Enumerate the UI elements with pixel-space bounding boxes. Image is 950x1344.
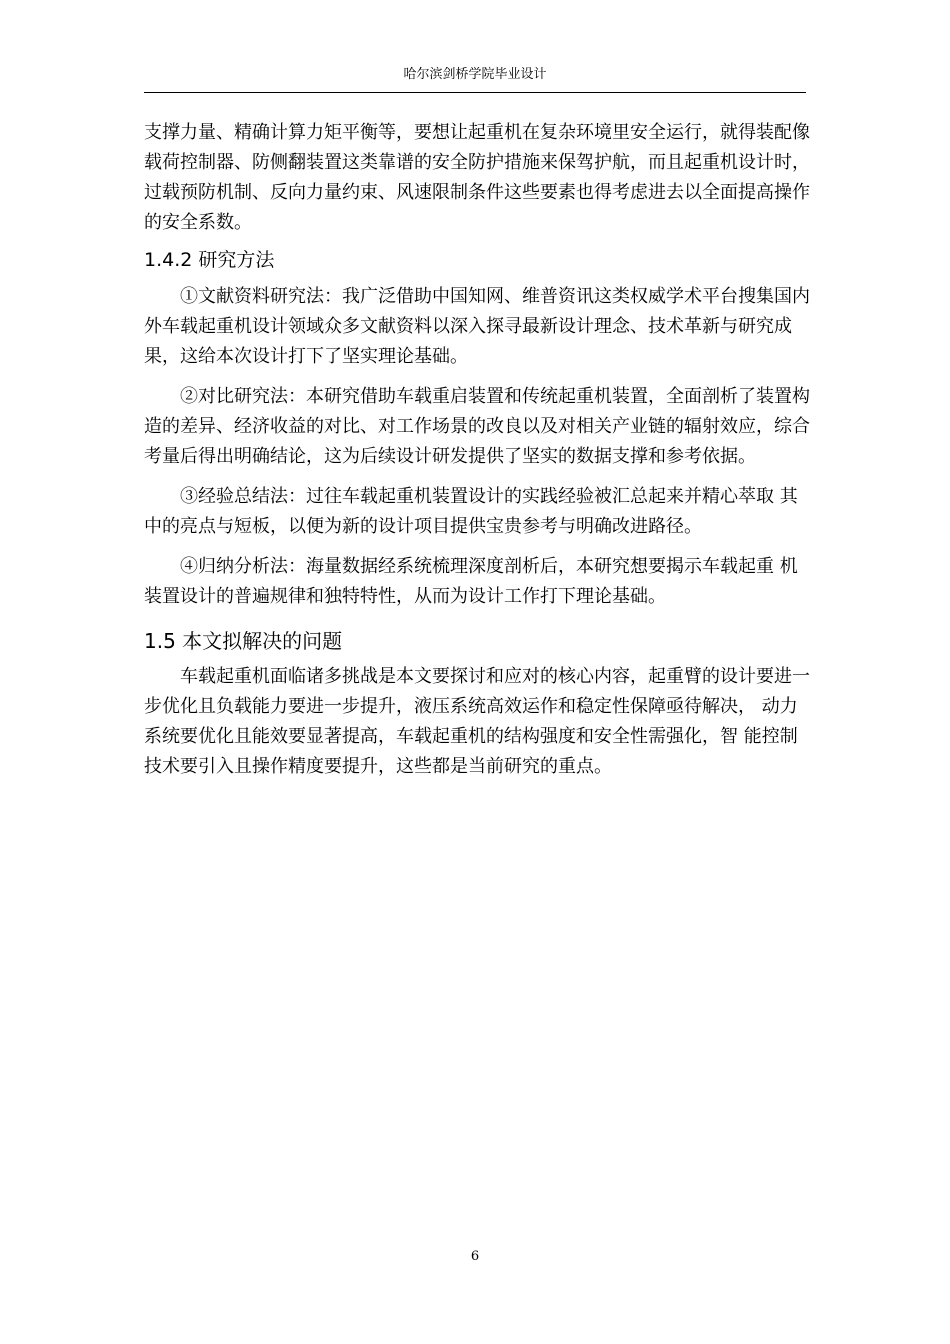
method-experience-paragraph: ③经验总结法：过往车载起重机装置设计的实践经验被汇总起来并精心萃取 其中的亮点与短板，以便为新的设计项目提供宝贵参考与明确改进路径。 [144, 486, 798, 537]
section-heading-1-5: 1.5 本文拟解决的问题 [144, 629, 343, 653]
continuation-paragraph: 支撑力量、精确计算力矩平衡等，要想让起重机在复杂环境里安全运行，就得装配像载荷控制器、防侧翻装置这类靠谱的安全防护措施来保驾护航，而且起重机设计时，过载预防机制、反向力量约束、风速限制条件这些要素也得考虑进去以全面提高操作的安全系数。 [144, 122, 810, 233]
page-header: 哈尔滨剑桥学院毕业设计 [403, 67, 547, 82]
problems-paragraph: 车载起重机面临诸多挑战是本文要探讨和应对的核心内容，起重臂的设计要进一步优化且负载能力要进一步提升，液压系统高效运作和稳定性保障亟待解决， 动力系统要优化且能效要显著提高，车载起重机的结构强度和安全性需强化，智 能控制技术要引入且操作精度要提升，这些都是当前研究的重点。 [144, 666, 810, 777]
section-heading-1-4-2: 1.4.2 研究方法 [144, 249, 275, 271]
page-body [144, 118, 812, 782]
header-divider [144, 92, 806, 93]
method-literature-paragraph: ①文献资料研究法：我广泛借助中国知网、维普资讯这类权威学术平台搜集国内外车载起重机设计领域众多文献资料以深入探寻最新设计理念、技术革新与研究成果，这给本次设计打下了坚实理论基础。 [144, 286, 810, 367]
page-number: 6 [470, 1249, 480, 1264]
method-inductive-paragraph: ④归纳分析法：海量数据经系统梳理深度剖析后，本研究想要揭示车载起重 机装置设计的普遍规律和独特特性，从而为设计工作打下理论基础。 [144, 556, 798, 607]
method-comparison-paragraph: ②对比研究法：本研究借助车载重启装置和传统起重机装置，全面剖析了装置构造的差异、经济收益的对比、对工作场景的改良以及对相关产业链的辐射效应，综合考量后得出明确结论，这为后续设计研发提供了坚实的数据支撑和参考依据。 [144, 386, 810, 467]
